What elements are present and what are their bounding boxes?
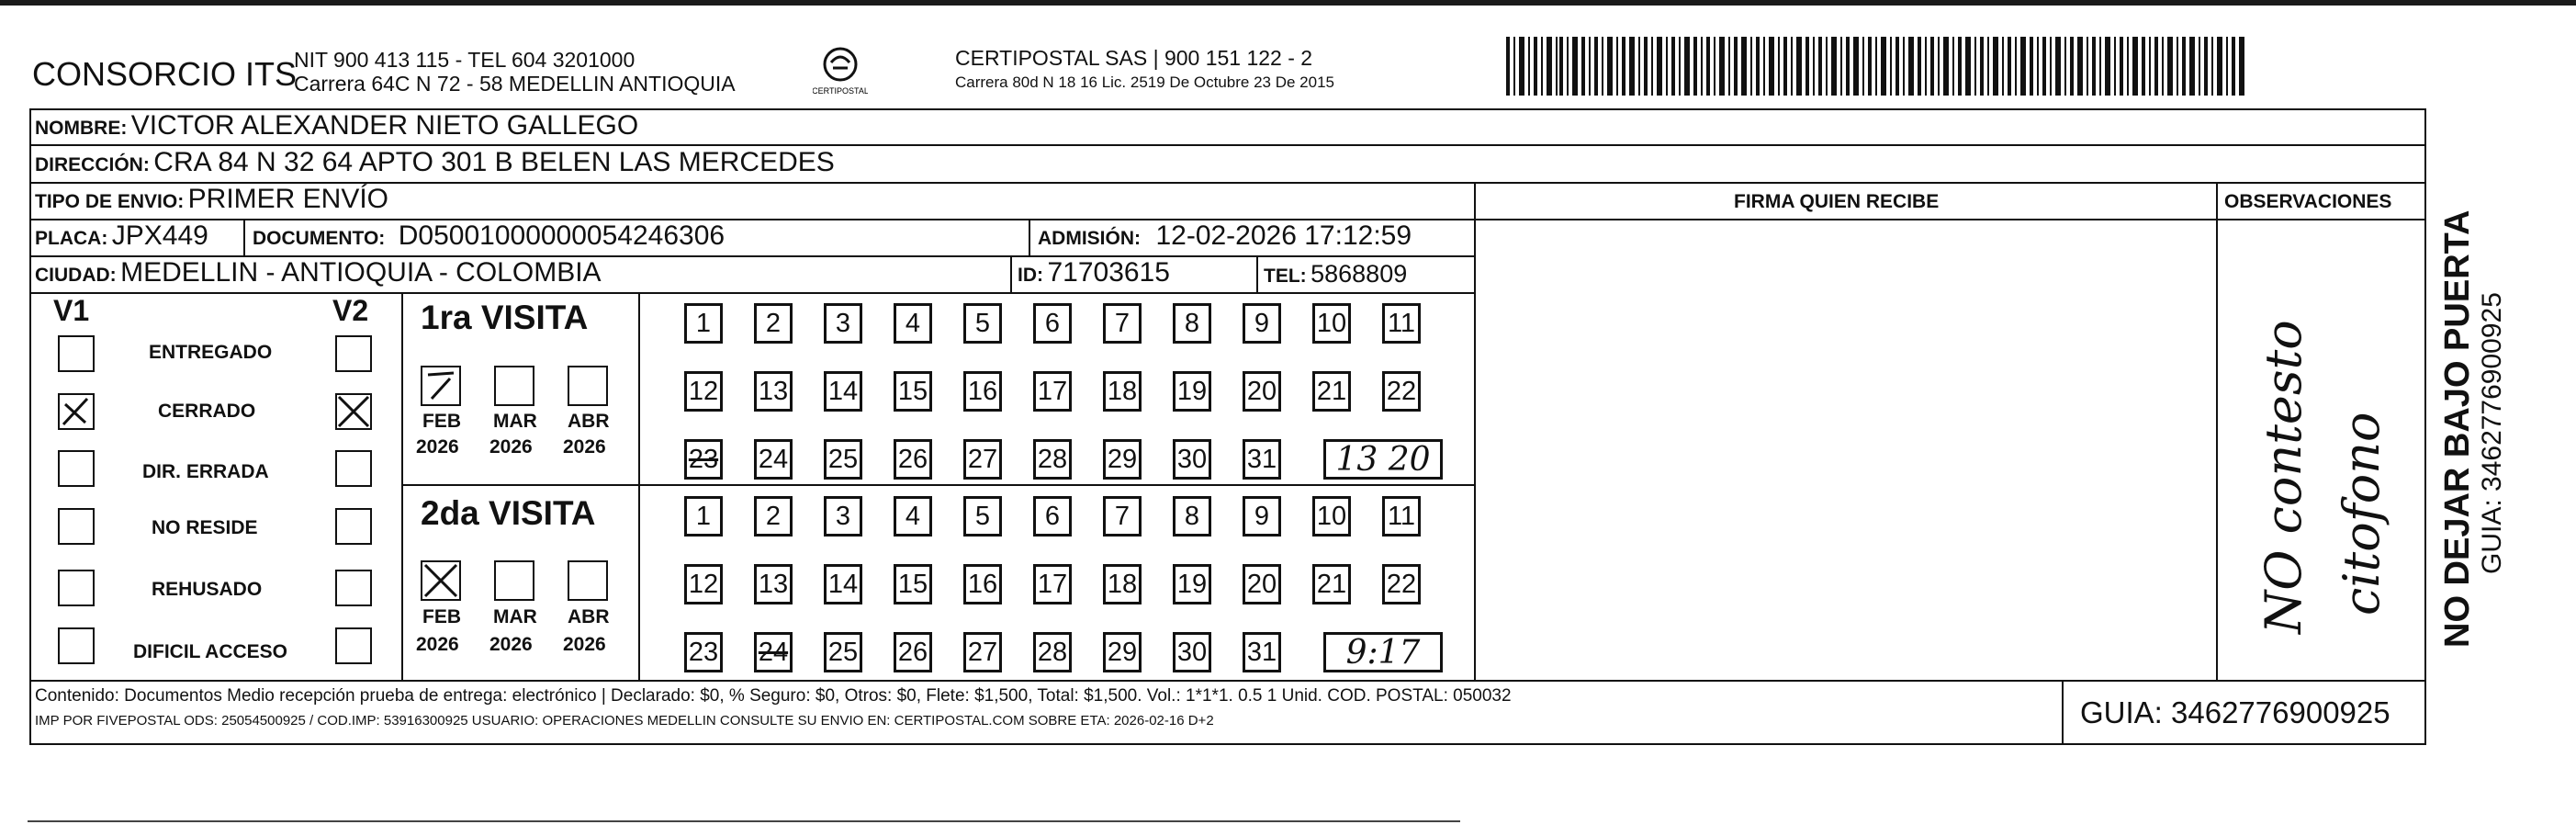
visit1-day-21[interactable]: 21: [1312, 371, 1351, 412]
visit-divider: [401, 484, 1475, 486]
visit2-month-feb[interactable]: [421, 560, 461, 601]
id-row: [1018, 257, 1170, 288]
visit2-time[interactable]: 9:17: [1323, 632, 1443, 672]
visit1-title: 1ra VISITA: [421, 299, 589, 336]
v2-checkbox-no-reside[interactable]: [335, 508, 372, 545]
status-label-rehusado: REHUSADO: [152, 579, 263, 600]
tel-row: [1264, 260, 1407, 288]
status-label-dir-errada: DIR. ERRADA: [142, 461, 269, 482]
visit1-day-29[interactable]: 29: [1103, 439, 1142, 480]
visit2-day-3[interactable]: 3: [824, 496, 862, 537]
v1-checkbox-no-reside[interactable]: [58, 508, 95, 545]
visit1-day-12[interactable]: 12: [684, 371, 723, 412]
v1-checkbox-dificil-acceso[interactable]: [58, 627, 95, 664]
nombre-value: VICTOR ALEXANDER NIETO GALLEGO: [130, 110, 639, 141]
visit2-day-23[interactable]: 23: [684, 632, 723, 672]
direccion-value: CRA 84 N 32 64 APTO 301 B BELEN LAS MERCEDES: [153, 147, 835, 177]
tipo-row: [35, 184, 388, 215]
visit2-day-31[interactable]: 31: [1243, 632, 1281, 672]
status-label-entregado: ENTREGADO: [149, 342, 273, 363]
visit2-day-21[interactable]: 21: [1312, 564, 1351, 604]
admision-label: ADMISIÓN:: [1038, 228, 1141, 249]
visit1-year-abr: 2026: [563, 436, 606, 458]
visit1-day-25[interactable]: 25: [824, 439, 862, 480]
visit2-day-10[interactable]: 10: [1312, 496, 1351, 537]
v2-checkbox-cerrado[interactable]: [335, 393, 372, 430]
visit2-month-label-abr: ABR: [568, 606, 610, 627]
visit1-month-label-abr: ABR: [568, 411, 610, 432]
visit2-day-28[interactable]: 28: [1033, 632, 1072, 672]
ciudad-row: [35, 257, 602, 288]
nombre-label: NOMBRE:: [35, 118, 128, 139]
row-divider: [29, 182, 2426, 184]
visit1-day-16[interactable]: 16: [963, 371, 1002, 412]
visit1-time[interactable]: 13 20: [1323, 439, 1443, 480]
visit1-day-6[interactable]: 6: [1033, 303, 1072, 344]
visit1-day-14[interactable]: 14: [824, 371, 862, 412]
visit2-day-8[interactable]: 8: [1173, 496, 1211, 537]
visit1-day-28[interactable]: 28: [1033, 439, 1072, 480]
tel-value: 5868809: [1310, 260, 1408, 288]
visit2-day-6[interactable]: 6: [1033, 496, 1072, 537]
visit2-month-abr[interactable]: [568, 560, 608, 601]
observaciones-handwritten-line2: citofono: [2333, 412, 2390, 616]
ciudad-label: CIUDAD:: [35, 265, 117, 286]
company-info-line1: NIT 900 413 115 - TEL 604 3201000: [294, 48, 636, 72]
id-value: 71703615: [1047, 257, 1170, 288]
v2-checkbox-entregado[interactable]: [335, 335, 372, 372]
direccion-label: DIRECCIÓN:: [35, 154, 150, 175]
visit2-month-mar[interactable]: [494, 560, 534, 601]
visit2-year-feb: 2026: [416, 634, 459, 655]
certipostal-logo: [813, 44, 868, 97]
v2-label: V2: [332, 294, 369, 327]
visit1-day-3[interactable]: 3: [824, 303, 862, 344]
visit1-day-11[interactable]: 11: [1382, 303, 1421, 344]
visit2-day-13[interactable]: 13: [754, 564, 793, 604]
footer-line1: Contenido: Documentos Medio recepción prueba de entrega: electrónico | Declarado: $0, % Seguro: $0, Otros: $0, Flete: $1,500, Total: $1,500. Vol.: 1*1*1. 0.5 1 Unid. COD. POSTAL: 050032: [35, 686, 1512, 706]
company-name: CONSORCIO ITS: [32, 55, 298, 93]
visit1-day-4[interactable]: 4: [894, 303, 932, 344]
visit2-day-16[interactable]: 16: [963, 564, 1002, 604]
visit2-day-1[interactable]: 1: [684, 496, 723, 537]
v2-checkbox-dificil-acceso[interactable]: [335, 627, 372, 664]
visit2-day-7[interactable]: 7: [1103, 496, 1142, 537]
month-day-divider: [638, 292, 640, 680]
visit2-day-24[interactable]: 24: [754, 632, 793, 672]
id-label: ID:: [1018, 265, 1043, 286]
side-guia: GUIA: 3462776900925: [2477, 292, 2507, 574]
visit1-day-24[interactable]: 24: [754, 439, 793, 480]
visit2-day-14[interactable]: 14: [824, 564, 862, 604]
placa-label: PLACA:: [35, 228, 108, 249]
operator-info-line2: Carrera 80d N 18 16 Lic. 2519 De Octubre 23 De 2015: [955, 73, 1334, 91]
top-border: [0, 0, 2576, 6]
visit2-day-29[interactable]: 29: [1103, 632, 1142, 672]
visit1-day-18[interactable]: 18: [1103, 371, 1142, 412]
visit1-month-label-mar: MAR: [493, 411, 537, 432]
documento-row: [253, 220, 725, 252]
visit1-day-17[interactable]: 17: [1033, 371, 1072, 412]
cell-divider: [1010, 255, 1012, 292]
row-divider: [29, 292, 1475, 294]
status-label-no-reside: NO RESIDE: [152, 517, 258, 538]
side-warning: NO DEJAR BAJO PUERTA: [2438, 209, 2477, 648]
visit2-day-5[interactable]: 5: [963, 496, 1002, 537]
visit1-day-19[interactable]: 19: [1173, 371, 1211, 412]
tipo-value: PRIMER ENVÍO: [187, 184, 389, 214]
placa-value: JPX449: [111, 220, 208, 251]
observaciones-label: OBSERVACIONES: [2224, 191, 2392, 212]
visit2-title: 2da VISITA: [421, 494, 596, 532]
barcode: [1506, 37, 2250, 96]
cell-divider: [243, 219, 245, 255]
v1-checkbox-rehusado[interactable]: [58, 570, 95, 606]
visit2-day-20[interactable]: 20: [1243, 564, 1281, 604]
visit1-day-1[interactable]: 1: [684, 303, 723, 344]
status-visit-divider: [401, 292, 403, 680]
visit2-day-12[interactable]: 12: [684, 564, 723, 604]
visit1-day-2[interactable]: 2: [754, 303, 793, 344]
footer-guia-divider: [2062, 680, 2064, 744]
firma-label: FIRMA QUIEN RECIBE: [1734, 191, 1940, 212]
visit1-day-5[interactable]: 5: [963, 303, 1002, 344]
logo-text: CERTIPOSTAL: [813, 86, 868, 96]
visit1-day-7[interactable]: 7: [1103, 303, 1142, 344]
visit1-year-mar: 2026: [489, 436, 533, 458]
visit2-month-label-mar: MAR: [493, 606, 537, 627]
obs-col-divider: [2216, 182, 2218, 680]
cell-divider: [1029, 219, 1030, 255]
placa-row: [35, 220, 208, 252]
visit1-day-27[interactable]: 27: [963, 439, 1002, 480]
visit2-day-18[interactable]: 18: [1103, 564, 1142, 604]
operator-info-line1: CERTIPOSTAL SAS | 900 151 122 - 2: [955, 46, 1313, 70]
visit1-month-feb[interactable]: [421, 366, 461, 406]
admision-row: [1038, 220, 1412, 252]
v1-label: V1: [53, 294, 90, 327]
visit1-day-8[interactable]: 8: [1173, 303, 1211, 344]
v1-checkbox-dir-errada[interactable]: [58, 450, 95, 487]
visit1-day-15[interactable]: 15: [894, 371, 932, 412]
visit2-day-4[interactable]: 4: [894, 496, 932, 537]
visit2-day-9[interactable]: 9: [1243, 496, 1281, 537]
v1-checkbox-entregado[interactable]: [58, 335, 95, 372]
visit2-day-30[interactable]: 30: [1173, 632, 1211, 672]
status-label-cerrado: CERRADO: [158, 401, 256, 422]
row-divider: [29, 144, 2426, 146]
documento-value: D05001000000054246306: [398, 220, 726, 251]
bottom-line: [28, 820, 1460, 822]
visit1-day-22[interactable]: 22: [1382, 371, 1421, 412]
visit1-day-13[interactable]: 13: [754, 371, 793, 412]
visit1-month-label-feb: FEB: [422, 411, 461, 432]
documento-label: DOCUMENTO:: [253, 228, 386, 249]
status-label-dificil-acceso: DIFICIL ACCESO: [133, 641, 288, 662]
cell-divider: [1256, 255, 1258, 292]
visit2-day-19[interactable]: 19: [1173, 564, 1211, 604]
visit1-day-23[interactable]: 23: [684, 439, 723, 480]
visit2-day-25[interactable]: 25: [824, 632, 862, 672]
visit1-day-26[interactable]: 26: [894, 439, 932, 480]
visit2-day-11[interactable]: 11: [1382, 496, 1421, 537]
visit1-month-mar[interactable]: [494, 366, 534, 406]
visit2-day-2[interactable]: 2: [754, 496, 793, 537]
visit2-year-mar: 2026: [489, 634, 533, 655]
nombre-row: [35, 110, 638, 141]
visit1-day-10[interactable]: 10: [1312, 303, 1351, 344]
visit1-day-30[interactable]: 30: [1173, 439, 1211, 480]
visit2-day-17[interactable]: 17: [1033, 564, 1072, 604]
admision-value: 12-02-2026 17:12:59: [1155, 220, 1412, 251]
ciudad-value: MEDELLIN - ANTIOQUIA - COLOMBIA: [120, 257, 602, 288]
visit2-day-27[interactable]: 27: [963, 632, 1002, 672]
direccion-row: [35, 147, 835, 178]
footer-guia: GUIA: 3462776900925: [2080, 695, 2390, 729]
visit1-year-feb: 2026: [416, 436, 459, 458]
visit2-month-label-feb: FEB: [422, 606, 461, 627]
footer-line2: IMP POR FIVEPOSTAL ODS: 25054500925 / COD.IMP: 53916300925 USUARIO: OPERACIONES MEDELLIN CONSULTE SU ENVIO EN: CERTIPOSTAL.COM SOBRE ETA: 2026-02-16 D+2: [35, 713, 1214, 729]
tipo-label: TIPO DE ENVIO:: [35, 191, 185, 212]
footer-divider: [29, 680, 2426, 682]
visit2-day-22[interactable]: 22: [1382, 564, 1421, 604]
visit2-day-26[interactable]: 26: [894, 632, 932, 672]
company-info-line2: Carrera 64C N 72 - 58 MEDELLIN ANTIOQUIA: [294, 72, 736, 96]
visit2-year-abr: 2026: [563, 634, 606, 655]
visit1-day-20[interactable]: 20: [1243, 371, 1281, 412]
visit1-month-abr[interactable]: [568, 366, 608, 406]
tel-label: TEL:: [1264, 265, 1307, 287]
visit1-day-9[interactable]: 9: [1243, 303, 1281, 344]
v2-checkbox-dir-errada[interactable]: [335, 450, 372, 487]
visit1-day-31[interactable]: 31: [1243, 439, 1281, 480]
observaciones-handwritten-line1: NO contesto: [2255, 320, 2312, 634]
v1-checkbox-cerrado[interactable]: [58, 393, 95, 430]
form-outer-box: [29, 108, 2426, 745]
visit2-day-15[interactable]: 15: [894, 564, 932, 604]
v2-checkbox-rehusado[interactable]: [335, 570, 372, 606]
